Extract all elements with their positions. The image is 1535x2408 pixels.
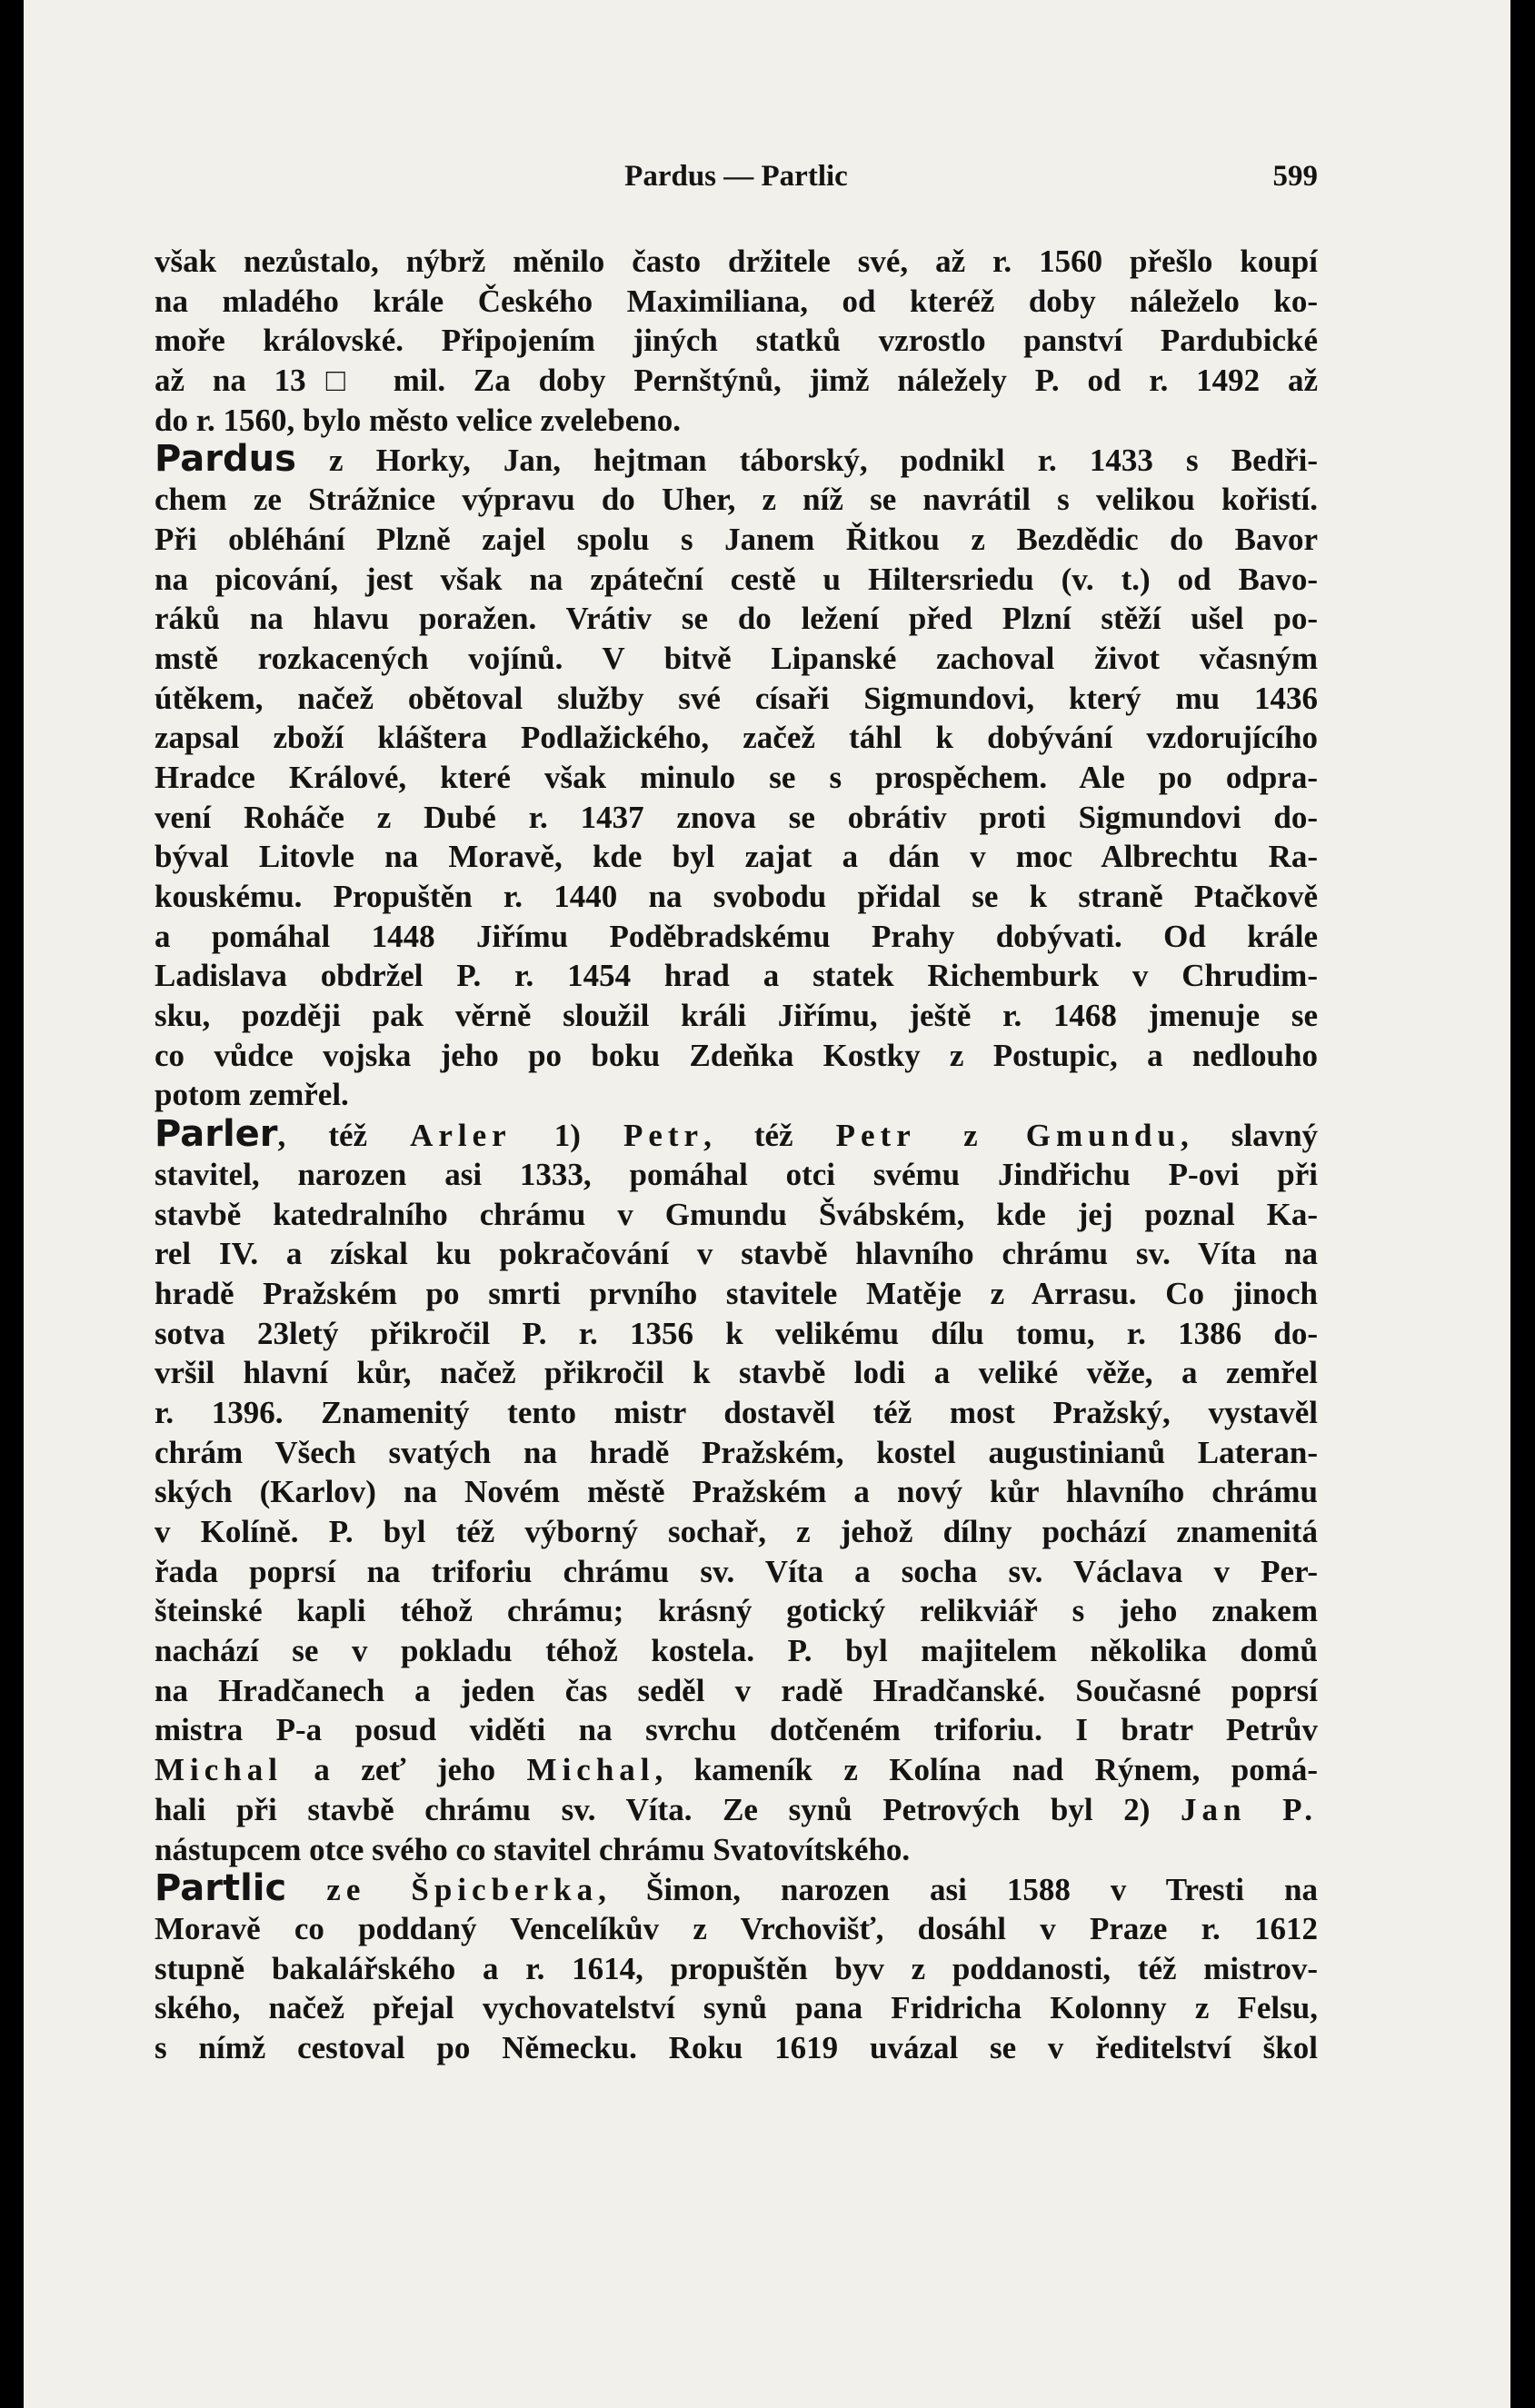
text-fragment: a zeť jeho: [314, 1752, 496, 1788]
spaced-name: Michal: [526, 1752, 655, 1788]
body-text: [154, 242, 1318, 2068]
text-line: nachází se v pokladu téhož kostela. P. byl majitelem několika domů: [154, 1633, 1318, 1669]
text-line: ského, načež přejal vychovatelství synů pana Fridricha Kolonny z Felsu,: [154, 1990, 1318, 2026]
spaced-name: Petr: [623, 1118, 704, 1154]
text-fragment: 2): [1123, 1791, 1151, 1827]
text-line: na Hradčanech a jeden čas seděl v radě Hradčanské. Současné poprsí: [154, 1672, 1318, 1708]
text-line: r. 1396. Znamenitý tento mistr dostavěl též most Pražský, vystavěl: [154, 1394, 1318, 1430]
text-line: stavbě katedralního chrámu v Gmundu Švábském, kde jej poznal Ka-: [154, 1196, 1318, 1232]
entry-partlic-start: [154, 1869, 1318, 1909]
text-line: nástupcem otce svého co stavitel chrámu Svatovítského.: [154, 1831, 911, 1867]
text-line: potom zemřel.: [154, 1077, 349, 1113]
text-line: a pomáhal 1448 Jiřímu Poděbradskému Prahy dobývati. Od krále: [154, 918, 1318, 954]
text-line: rel IV. a získal ku pokračování v stavbě hlavního chrámu sv. Víta na: [154, 1236, 1318, 1272]
text-line: Moravě co poddaný Vencelíkův z Vrchovišť, dosáhl v Praze r. 1612: [154, 1910, 1318, 1946]
text-line: na mladého krále Českého Maximiliana, od kteréž doby náleželo ko-: [154, 283, 1318, 319]
text-line: s nímž cestoval po Německu. Roku 1619 uvázal se v ředitelství škol: [154, 2029, 1318, 2065]
text-line: ských (Karlov) na Novém městě Pražském a nový kůr hlavního chrámu: [154, 1474, 1318, 1510]
text-line: [154, 1750, 1318, 1790]
text-fragment: , slavný: [1180, 1118, 1318, 1154]
text-line: až na 13□ mil. Za doby Pernštýnů, jimž náležely P. od r. 1492 až: [154, 363, 1318, 399]
spaced-name: Michal: [154, 1752, 283, 1788]
text-fragment: hali při stavbě chrámu sv. Víta. Ze synů Petrových byl: [154, 1791, 1093, 1827]
entry-parler-start: [154, 1115, 1318, 1155]
text-line: sotva 23letý přikročil P. r. 1356 k velikému dílu tomu, r. 1386 do-: [154, 1315, 1318, 1351]
text-fragment: z Horky, Jan, hejtman táborský, podnikl r. 1433 s Bedři-: [329, 443, 1318, 479]
text-fragment: , též: [703, 1118, 793, 1154]
text-line: stupně bakalářského a r. 1614, propuštěn byv z poddanosti, též mistrov-: [154, 1950, 1318, 1986]
text-line: Ladislava obdržel P. r. 1454 hrad a statek Richemburk v Chrudim-: [154, 958, 1318, 994]
text-line: Hradce Králové, které však minulo se s prospěchem. Ale po odpra-: [154, 759, 1318, 795]
text-line: hradě Pražském po smrti prvního stavitele Matěje z Arrasu. Co jinoch: [154, 1275, 1318, 1311]
running-head: [154, 160, 1318, 196]
text-line: mistra P-a posud viděti na svrchu dotčeném triforiu. I bratr Petrův: [154, 1712, 1318, 1748]
text-line: na picování, jest však na zpáteční cestě u Hiltersriedu (v. t.) od Bavo-: [154, 561, 1318, 597]
text-fragment: , Šimon, narozen asi 1588 v Tresti na: [598, 1872, 1318, 1908]
text-line: moře královské. Připojením jiných statků vzrostlo panství Pardubické: [154, 323, 1318, 359]
spaced-name: Arler: [410, 1118, 512, 1154]
spaced-name: Jan P.: [1181, 1791, 1318, 1827]
text-line: býval Litovle na Moravě, kde byl zajat a dán v moc Albrechtu Ra-: [154, 839, 1318, 875]
text-line: chem ze Strážnice výpravu do Uher, z níž se navrátil s velikou kořistí.: [154, 482, 1318, 518]
text-line: co vůdce vojska jeho po boku Zdeňka Kostky z Postupic, a nedlouho: [154, 1037, 1318, 1073]
text-line: útěkem, načež obětoval služby své císaři Sigmundovi, který mu 1436: [154, 680, 1318, 716]
text-line: ráků na hlavu poražen. Vrátiv se do ležení před Plzní stěží ušel po-: [154, 601, 1318, 637]
text-fragment: , též: [277, 1118, 368, 1154]
text-line: však nezůstalo, nýbrž měnilo často držitele své, až r. 1560 přešlo koupí: [154, 244, 1318, 279]
text-line: chrám Všech svatých na hradě Pražském, kostel augustinianů Lateran-: [154, 1434, 1318, 1470]
running-title: Pardus — Partlic: [624, 160, 848, 193]
spaced-name: ze Špicberka: [326, 1872, 599, 1908]
book-page: [24, 0, 1510, 2408]
text-fragment: 1): [553, 1118, 581, 1154]
text-line: sku, později pak věrně sloužil králi Jiřímu, ještě r. 1468 jmenuje se: [154, 998, 1318, 1034]
page-number: 599: [1272, 160, 1318, 193]
headword-partlic: Partlic: [154, 1869, 287, 1909]
entry-pardus-start: [154, 440, 1318, 480]
headword-pardus: Pardus: [154, 440, 296, 481]
spaced-name: Petr z: [835, 1118, 983, 1154]
text-line: vršil hlavní kůr, načež přikročil k stavbě lodi a veliké věže, a zemřel: [154, 1355, 1318, 1391]
text-line: [154, 1790, 1318, 1830]
text-line: řada poprsí na triforiu chrámu sv. Víta a socha sv. Václava v Per-: [154, 1553, 1318, 1589]
text-line: vení Roháče z Dubé r. 1437 znova se obrátiv proti Sigmundovi do-: [154, 799, 1318, 835]
text-line: kouskému. Propuštěn r. 1440 na svobodu přidal se k straně Ptačkově: [154, 879, 1318, 914]
text-line: mstě rozkacených vojínů. V bitvě Lipanské zachoval život včasným: [154, 640, 1318, 676]
text-line: stavitel, narozen asi 1333, pomáhal otci svému Jindřichu P-ovi při: [154, 1156, 1318, 1192]
text-line: zapsal zboží kláštera Podlažického, začež táhl k dobývání vzdorujícího: [154, 720, 1318, 756]
text-line: do r. 1560, bylo město velice zvelebeno.: [154, 402, 682, 438]
text-line: v Kolíně. P. byl též výborný sochař, z jehož dílny pochází znamenitá: [154, 1514, 1318, 1549]
text-line: Při obléhání Plzně zajel spolu s Janem Řitkou z Bezdědic do Bavor: [154, 521, 1318, 557]
spaced-name: Gmundu: [1025, 1118, 1181, 1154]
headword-parler: Parler: [154, 1115, 278, 1155]
text-fragment: , kameník z Kolína nad Rýnem, pomá-: [654, 1752, 1318, 1788]
text-line: šteinské kapli téhož chrámu; krásný gotický relikviář s jeho znakem: [154, 1593, 1318, 1629]
